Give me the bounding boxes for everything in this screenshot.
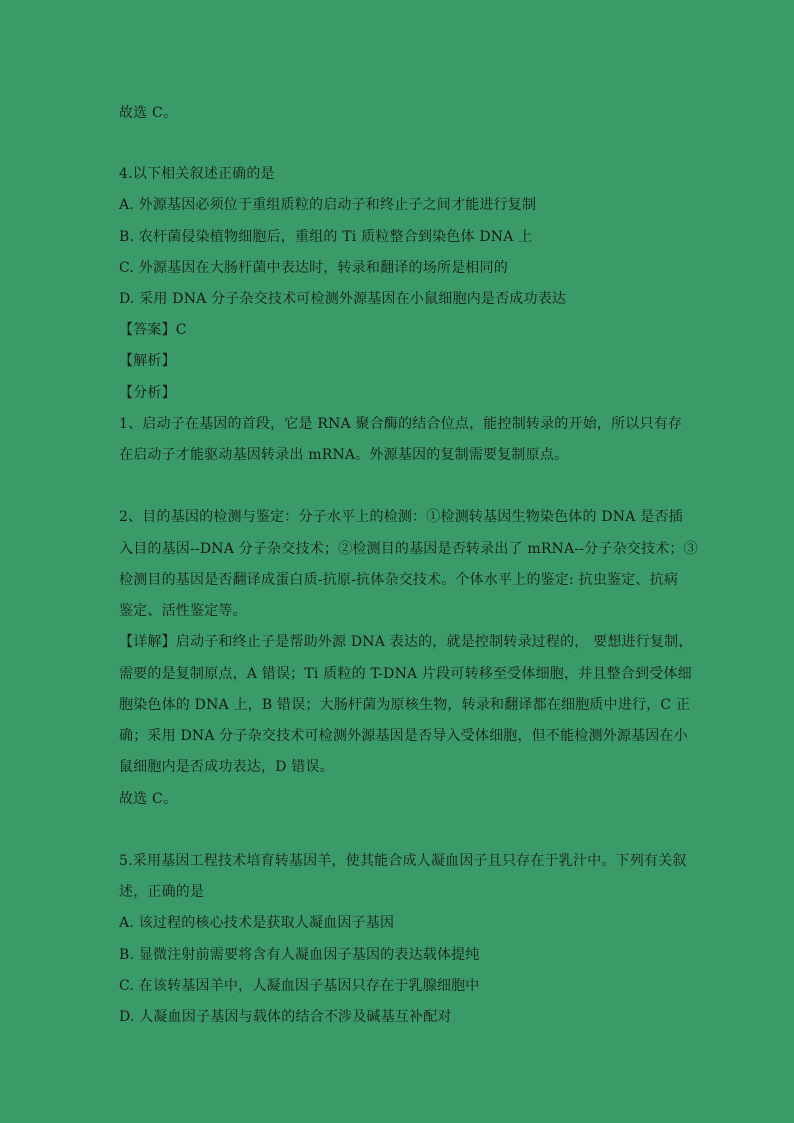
question-5-option-c: C. 在该转基因羊中，人凝血因子基因只存在于乳腺细胞中: [119, 978, 480, 994]
analysis-heading: 【解析】: [119, 353, 176, 369]
question-4-option-c: C. 外源基因在大肠杆菌中表达时，转录和翻译的场所是相同的: [119, 260, 508, 276]
question-4-stem: 4.以下相关叙述正确的是: [119, 166, 275, 182]
detail-line-1: 【详解】启动子和终止子是帮助外源 DNA 表达的，就是控制转录过程的， 要想进行复制，: [119, 634, 693, 650]
analysis-point-2-line-4: 鉴定、活性鉴定等。: [119, 603, 247, 619]
analysis-point-2-line-1: 2、目的基因的检测与鉴定：分子水平上的检测：①检测转基因生物染色体的 DNA 是否插: [119, 509, 683, 525]
question-5-stem-line-1: 5.采用基因工程技术培育转基因羊，使其能合成人凝血因子且只存在于乳汁中。下列有关叙: [119, 853, 687, 869]
detail-line-2: 需要的是复制原点，A 错误；Ti 质粒的 T-DNA 片段可转移至受体细胞，并且整合到受体细: [119, 666, 692, 682]
question-5-stem-line-2: 述，正确的是: [119, 884, 205, 900]
question-4-option-d: D. 采用 DNA 分子杂交技术可检测外源基因在小鼠细胞内是否成功表达: [119, 291, 567, 307]
detail-line-4: 确；采用 DNA 分子杂交技术可检测外源基因是否导入受体细胞，但不能检测外源基因在小: [119, 728, 688, 744]
question-5-option-b: B. 显微注射前需要将含有人凝血因子基因的表达载体提纯: [119, 947, 480, 963]
question-5-option-d: D. 人凝血因子基因与载体的结合不涉及碱基互补配对: [119, 1009, 452, 1025]
analysis-point-1-line-2: 在启动子才能驱动基因转录出 mRNA。外源基因的复制需要复制原点。: [119, 447, 569, 463]
detail-line-5: 鼠细胞内是否成功表达，D 错误。: [119, 759, 334, 775]
detail-line-3: 胞染色体的 DNA 上，B 错误；大肠杆菌为原核生物，转录和翻译都在细胞质中进行，C 正: [119, 697, 691, 713]
answer-label: 【答案】C: [119, 322, 187, 338]
conclusion-q3: 故选 C。: [119, 105, 178, 121]
analysis-point-1-line-1: 1、启动子在基因的首段，它是 RNA 聚合酶的结合位点，能控制转录的开始，所以只有存: [119, 416, 683, 432]
conclusion-q4: 故选 C。: [119, 791, 178, 807]
analysis-point-2-line-3: 检测目的基因是否翻译成蛋白质-抗原-抗体杂交技术。个体水平上的鉴定: 抗虫鉴定、抗病: [119, 572, 679, 588]
question-4-option-a: A. 外源基因必须位于重组质粒的启动子和终止子之间才能进行复制: [119, 197, 537, 213]
analysis-point-2-line-2: 入目的基因--DNA 分子杂交技术；②检测目的基因是否转录出了 mRNA--分子杂交技术；③: [119, 541, 698, 557]
analysis-subheading: 【分析】: [119, 385, 176, 401]
question-5-option-a: A. 该过程的核心技术是获取人凝血因子基因: [119, 915, 395, 931]
question-4-option-b: B. 农杆菌侵染植物细胞后，重组的 Ti 质粒整合到染色体 DNA 上: [119, 229, 533, 245]
